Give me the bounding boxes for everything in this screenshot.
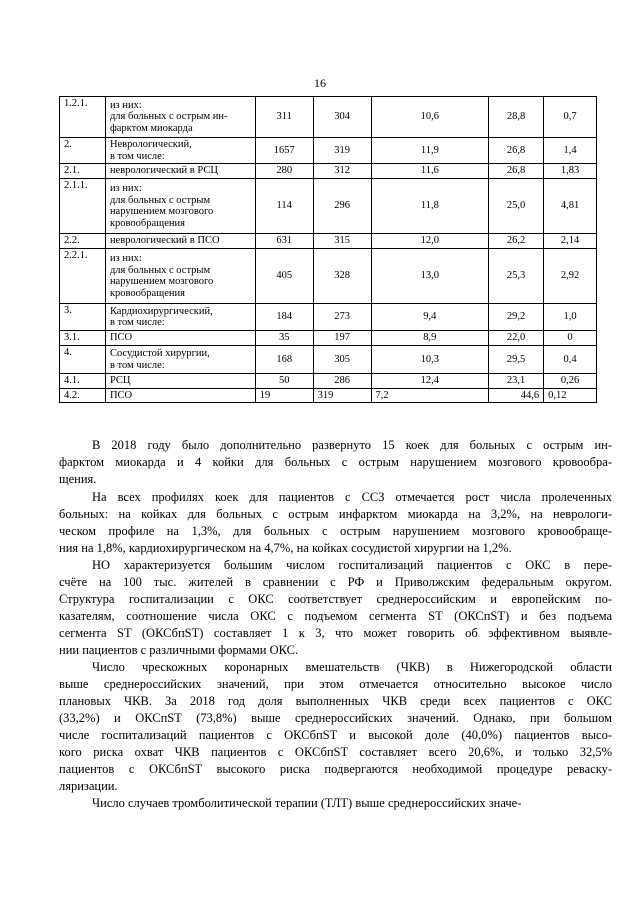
cell-v3: 12,4 xyxy=(371,374,489,389)
paragraph-line: Число случаев тромболитической терапии (ТЛТ) выше среднероссийских значе- xyxy=(92,796,522,810)
row-name-line: из них: xyxy=(109,183,142,194)
cell-id: 4.2. xyxy=(60,388,106,403)
row-name xyxy=(105,164,255,179)
cell-v5: 0,12 xyxy=(544,388,597,403)
row-name xyxy=(105,234,255,249)
paragraph-line: НО характеризуется большим числом госпитализаций пациентов с ОКС в пере- xyxy=(92,558,612,572)
row-name xyxy=(105,374,255,389)
row-name-line: из них: xyxy=(109,253,142,264)
cell-v1: 405 xyxy=(255,249,313,304)
paragraph-line: сегмента ST (ОКСбпST) составляет 1 к 3, что может говорить об эффективном выявле- xyxy=(59,626,612,640)
row-name xyxy=(105,346,255,374)
cell-v1: 19 xyxy=(255,388,313,403)
paragraph-line: фарктом миокарда и 4 койки для больных с острым нарушением мозгового кровообра- xyxy=(59,455,612,469)
table-row xyxy=(60,249,597,304)
row-number: 3. xyxy=(60,304,106,331)
row-name-line: неврологический в РСЦ xyxy=(109,165,218,177)
table-row xyxy=(60,374,597,389)
row-name xyxy=(105,179,255,234)
body-paragraph xyxy=(59,437,612,488)
row-name-line: в том числе: xyxy=(109,317,165,328)
row-name-line: в том числе: xyxy=(109,359,165,371)
cell-v3: 12,0 xyxy=(371,234,489,249)
cell-v2: 305 xyxy=(313,346,371,374)
cell-v1: 1657 xyxy=(255,138,313,164)
paragraph-line: кого риска охват ЧКВ пациентов с ОКСбпST составляет всего 20,6%, и только 32,5% xyxy=(59,745,612,759)
cell-v4: 23,1 xyxy=(489,374,544,389)
row-name-line: для больных с острым xyxy=(109,264,211,276)
paragraph-line: (33,2%) и ОКСпST (73,8%) выше среднероссийских значений. Однако, при большом xyxy=(59,711,612,725)
cell-v4: 29,2 xyxy=(489,304,544,331)
page-number: 16 xyxy=(314,76,326,90)
cell-v1: 114 xyxy=(255,179,313,234)
table-row xyxy=(60,331,597,346)
cell-v5: 0,26 xyxy=(544,374,597,389)
cell-v3: 10,3 xyxy=(371,346,489,374)
row-number: 2.2. xyxy=(60,234,106,249)
cell-v2: 304 xyxy=(313,97,371,138)
row-name-line: нарушением мозгового xyxy=(109,206,214,217)
row-name-line: из них: xyxy=(109,99,142,111)
cell-v2: 315 xyxy=(313,234,371,249)
table-row xyxy=(60,179,597,234)
cell-v4: 26,8 xyxy=(489,138,544,164)
paragraph-line: счёте на 100 тыс. жителей в сравнении с РФ и Приволжским федеральным округом. xyxy=(59,575,612,589)
paragraph-line: нии пациентов с различными формами ОКС. xyxy=(59,643,299,657)
cell-v5: 1,4 xyxy=(544,138,597,164)
paragraph-line: ния на 1,8%, кардиохирургическом на 4,7%, на койках сосудистой хирургии на 1,2%. xyxy=(59,541,512,555)
row-name-line: Кардиохирургический, xyxy=(109,305,213,317)
cell-v3: 7,2 xyxy=(371,388,489,403)
paragraph-line: плановых ЧКВ. За 2018 год доля выполненных ЧКВ среди всех пациентов с ОКС xyxy=(59,694,612,708)
cell-v5: 1,83 xyxy=(544,164,597,179)
cell-v2: 296 xyxy=(313,179,371,234)
cell-v1: 184 xyxy=(255,304,313,331)
cell-v1: 280 xyxy=(255,164,313,179)
cell-v3: 11,6 xyxy=(371,164,489,179)
body-paragraph xyxy=(59,489,612,557)
cell-v3: 11,9 xyxy=(371,138,489,164)
row-name-line: фарктом миокарда xyxy=(109,122,193,134)
body-paragraph xyxy=(59,659,612,795)
paragraph-line: На всех профилях коек для пациентов с ССЗ отмечается рост числа пролеченных xyxy=(92,490,612,504)
cell-v2: 319 xyxy=(313,138,371,164)
row-number: 4. xyxy=(60,346,106,374)
cell-v5: 2,92 xyxy=(544,249,597,304)
cell-v2: 319 xyxy=(313,388,371,403)
table-row xyxy=(60,97,597,138)
row-name-line: для больных с острым xyxy=(109,194,211,206)
cell-v2: 286 xyxy=(313,374,371,389)
row-name-line: ПСО xyxy=(109,332,133,344)
row-number: 3.1. xyxy=(60,331,106,346)
cell-v4: 25,0 xyxy=(489,179,544,234)
statistics-table xyxy=(59,96,597,403)
row-number: 4.1. xyxy=(60,374,106,389)
cell-v5: 0,7 xyxy=(544,97,597,138)
row-name-line: для больных с острым ин- xyxy=(109,111,228,123)
cell-name: ПСО xyxy=(105,388,255,403)
paragraph-line: выше среднероссийских значений, при этом отмечается относительно высокое число xyxy=(59,677,612,691)
paragraph-line: Число чрескожных коронарных вмешательств (ЧКВ) в Нижегородской области xyxy=(92,660,612,674)
cell-v4: 22,0 xyxy=(489,331,544,346)
row-number: 2.2.1. xyxy=(60,249,106,304)
body-paragraph xyxy=(59,557,612,659)
cell-v2: 197 xyxy=(313,331,371,346)
row-name xyxy=(105,304,255,331)
cell-v4: 26,8 xyxy=(489,164,544,179)
cell-v1: 311 xyxy=(255,97,313,138)
paragraph-line: Структура госпитализации с ОКС соответствует среднероссийским и европейским по- xyxy=(59,592,612,606)
paragraph-line: В 2018 году было дополнительно развернуто 15 коек для больных с острым ин- xyxy=(92,438,612,452)
table-row xyxy=(60,388,597,403)
cell-v2: 273 xyxy=(313,304,371,331)
cell-v5: 0 xyxy=(544,331,597,346)
cell-v4: 29,5 xyxy=(489,346,544,374)
table-row xyxy=(60,164,597,179)
cell-v3: 9,4 xyxy=(371,304,489,331)
cell-v4: 44,6 xyxy=(489,388,544,403)
row-name-line: неврологический в ПСО xyxy=(109,235,220,247)
paragraph-line: щения. xyxy=(59,472,97,486)
row-name-line: нарушением мозгового xyxy=(109,276,214,287)
cell-v5: 4,81 xyxy=(544,179,597,234)
cell-v1: 50 xyxy=(255,374,313,389)
paragraph-line: пациентов с ОКСбпST высокого риска подвергаются необходимой процедуре реваску- xyxy=(59,762,612,776)
cell-v4: 26,2 xyxy=(489,234,544,249)
table-row xyxy=(60,346,597,374)
cell-v2: 328 xyxy=(313,249,371,304)
table-row xyxy=(60,234,597,249)
cell-v3: 10,6 xyxy=(371,97,489,138)
cell-v4: 28,8 xyxy=(489,97,544,138)
table-row xyxy=(60,138,597,164)
paragraph-line: ляризации. xyxy=(59,779,118,793)
paragraph-line: числе госпитализаций пациентов с ОКСбпST и высокой доле (40,0%) пациентов высо- xyxy=(59,728,612,742)
row-number: 2.1. xyxy=(60,164,106,179)
row-name-line: РСЦ xyxy=(109,375,131,386)
row-name-line: в том числе: xyxy=(109,150,165,162)
cell-v1: 168 xyxy=(255,346,313,374)
cell-v2: 312 xyxy=(313,164,371,179)
cell-v3: 13,0 xyxy=(371,249,489,304)
cell-v5: 2,14 xyxy=(544,234,597,249)
cell-v1: 35 xyxy=(255,331,313,346)
row-name xyxy=(105,97,255,138)
cell-v4: 25,3 xyxy=(489,249,544,304)
row-number: 2. xyxy=(60,138,106,164)
cell-v5: 1,0 xyxy=(544,304,597,331)
cell-v3: 11,8 xyxy=(371,179,489,234)
paragraph-line: ческом профиле на 1,3%, для больных с острым нарушением мозгового кровообраще- xyxy=(59,524,612,538)
row-number: 1.2.1. xyxy=(60,97,106,138)
row-number: 2.1.1. xyxy=(60,179,106,234)
cell-v5: 0,4 xyxy=(544,346,597,374)
paragraph-line: больных: на койках для больных с острым инфарктом миокарда на 3,2%, на неврологи- xyxy=(59,507,612,521)
row-name xyxy=(105,249,255,304)
paragraph-line: казателям, соотношение числа ОКС с подъемом сегмента ST (ОКСпST) и без подъема xyxy=(59,609,612,623)
table-row xyxy=(60,304,597,331)
row-name-line: кровообращения xyxy=(109,217,185,229)
cell-v1: 631 xyxy=(255,234,313,249)
cell-v3: 8,9 xyxy=(371,331,489,346)
row-name-line: кровообращения xyxy=(109,287,185,299)
row-name xyxy=(105,331,255,346)
row-name-line: Неврологический, xyxy=(109,139,192,150)
row-name xyxy=(105,138,255,164)
row-name-line: Сосудистой хирургии, xyxy=(109,348,210,359)
body-paragraph xyxy=(92,795,612,812)
